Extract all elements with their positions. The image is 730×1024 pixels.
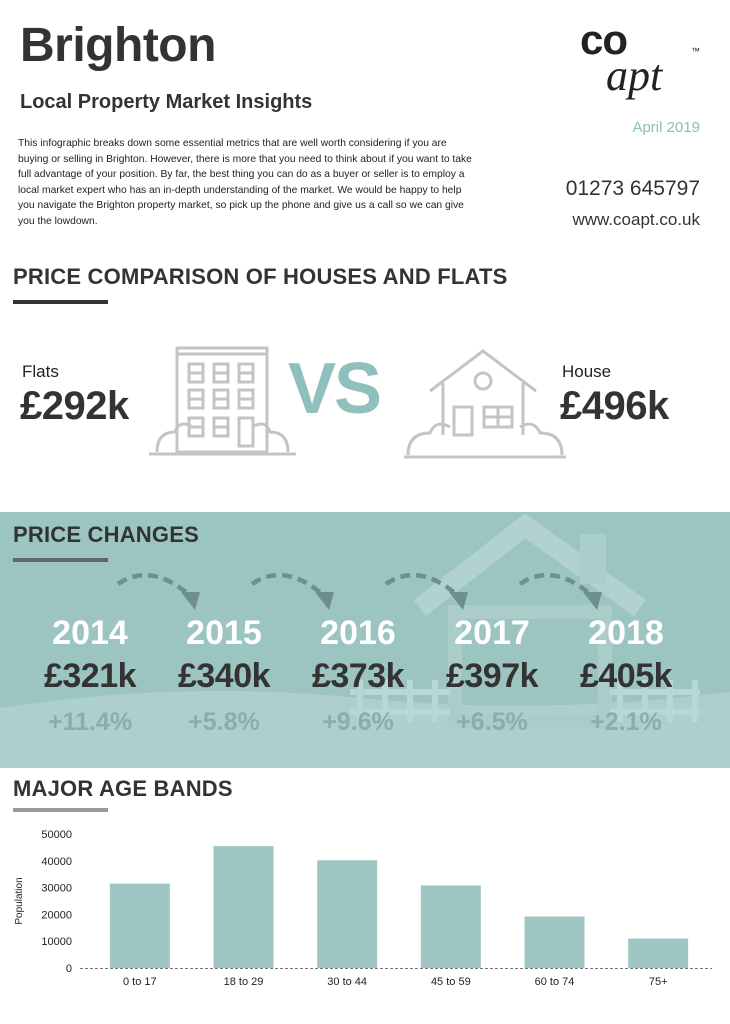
- comparison-title: PRICE COMPARISON OF HOUSES AND FLATS: [13, 264, 508, 289]
- vs-text: VS: [288, 349, 381, 429]
- x-tick-label: 75+: [648, 976, 668, 988]
- intro-paragraph: This infographic breaks down some essential metrics that are well worth considering if you are buying or selling in Brighton. However, there is more that you need to think about if you want to take full advantage of your position. By far, the best thing you can do as a buyer or seller is to employ a local market expert who has an in-depth understanding of the market. We would be happy to help you navigate the Brighton property market, so pick up the phone and give us a call so we can give you the lowdown.: [18, 138, 472, 227]
- year-change: +5.8%: [188, 708, 260, 736]
- bar-75plus: [628, 939, 688, 968]
- year-column: [427, 614, 557, 737]
- x-tick-label: 45 to 59: [430, 976, 471, 988]
- bar-60-to-74: [525, 917, 585, 968]
- website-link[interactable]: www.coapt.co.uk: [572, 210, 700, 229]
- year-change: +9.6%: [322, 708, 394, 736]
- section-divider: [13, 300, 108, 304]
- year-price: £373k: [311, 657, 405, 695]
- y-tick-label: 10000: [41, 936, 72, 949]
- year-column: [25, 614, 155, 737]
- age-bands-title: MAJOR AGE BANDS: [13, 776, 233, 801]
- year-change: +11.4%: [47, 708, 133, 736]
- y-tick-label: 30000: [41, 882, 72, 895]
- bar-30-to-44: [317, 860, 377, 968]
- year-change: +2.1%: [590, 708, 662, 736]
- house-icon: [400, 345, 570, 463]
- report-date: April 2019: [632, 119, 700, 136]
- phone-number[interactable]: 01273 645797: [565, 177, 700, 200]
- bar-0-to-17: [110, 884, 170, 968]
- year-label: 2018: [588, 614, 664, 652]
- year-column: [293, 614, 423, 737]
- logo-apt: apt: [606, 51, 663, 100]
- flats-price: £292k: [20, 384, 129, 428]
- year-arrows: [0, 562, 730, 612]
- y-tick-label: 40000: [41, 855, 72, 868]
- x-tick-label: 18 to 29: [223, 976, 264, 988]
- y-axis-label: Population: [14, 877, 25, 925]
- page-subtitle: Local Property Market Insights: [20, 91, 313, 113]
- year-column: [561, 614, 691, 737]
- year-label: 2016: [320, 614, 396, 652]
- x-tick-label: 0 to 17: [123, 976, 157, 988]
- logo-co: co: [580, 20, 628, 63]
- year-column: [159, 614, 289, 737]
- y-tick-label: 20000: [41, 909, 72, 922]
- coapt-logo: [578, 20, 708, 110]
- flats-label: Flats: [22, 362, 59, 381]
- year-label: 2015: [186, 614, 262, 652]
- year-price: £405k: [579, 657, 673, 695]
- year-price: £340k: [177, 657, 271, 695]
- y-tick-label: 50000: [41, 829, 72, 841]
- year-label: 2014: [52, 614, 128, 652]
- price-changes-title: PRICE CHANGES: [13, 522, 199, 547]
- year-price: £397k: [445, 657, 539, 695]
- section-divider: [13, 808, 108, 812]
- house-price: £496k: [560, 384, 669, 428]
- flat-building-icon: [145, 340, 300, 462]
- page-title: Brighton: [20, 19, 216, 72]
- year-change: +6.5%: [456, 708, 528, 736]
- age-bands-chart: [0, 820, 730, 1020]
- x-tick-label: 30 to 44: [327, 976, 368, 988]
- house-label: House: [562, 362, 612, 381]
- bar-18-to-29: [214, 846, 274, 968]
- logo-tm: ™: [691, 46, 700, 56]
- y-tick-label: 0: [65, 963, 72, 975]
- year-price: £321k: [43, 657, 137, 695]
- year-label: 2017: [454, 614, 530, 652]
- bar-45-to-59: [421, 885, 481, 968]
- x-tick-label: 60 to 74: [534, 976, 575, 988]
